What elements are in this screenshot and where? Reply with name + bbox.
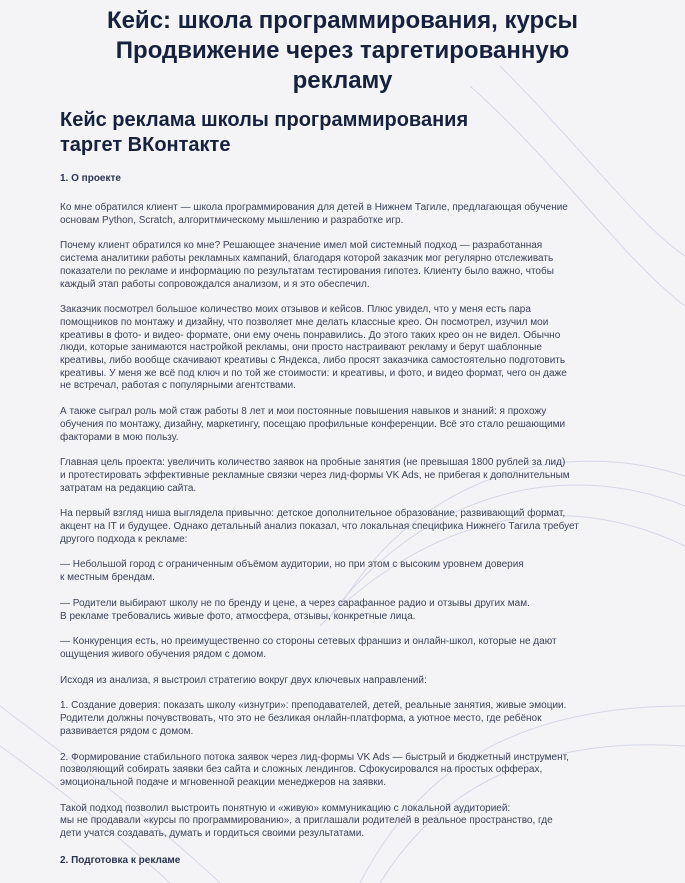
paragraph: — Небольшой город с ограниченным объёмом аудитории, но при этом с высоким уровнем доверия к местным брендам.	[60, 559, 524, 584]
case-title: Кейс реклама школы программирования таргет ВКонтакте	[60, 109, 469, 156]
paragraph: Главная цель проекта: увеличить количество заявок на пробные занятия (не превышая 1800 рублей за лид) и протестировать эффективные рекламные связки через лид-формы VK Ads, не прибегая к дополнительным затратам на редакцию сайта.	[60, 457, 570, 494]
paragraph: А также сыграл роль мой стаж работы 8 лет и мои постоянные повышения навыков и знаний: я прохожу обучения по монтажу, дизайну, маркетингу, посещаю профильные конференции. Всё это стало решающими факторами в мою пользу.	[60, 406, 566, 443]
paragraph: На первый взгляд ниша выглядела привычно: детское дополнительное образование, развивающий формат, акцент на IT и будущее. Однако детальный анализ показал, что локальная специфика Нижнего Тагила требует другого подхода к рекламе:	[60, 508, 579, 545]
paragraph: Ко мне обратился клиент — школа программирования для детей в Нижнем Тагиле, предлагающая обучение основам Python, Scratch, алгоритмическому мышлению и разработке игр.	[60, 202, 568, 226]
paragraph: Заказчик посмотрел большое количество моих отзывов и кейсов. Плюс увидел, что у меня есть пара помощников по монтажу и дизайну, что позволяет мне делать классные крео. Он посмотрел, изучил мои креативы в фото- и видео- формате, они ему очень понравились. До этого таких крео он не видел. Обычно люди, которые занимаются настройкой рекламы, они просто настраивают рекламу и берут шаблонные креативы, либо вообще скачивают креативы с Яндекса, либо просят заказчика самостоятельно подготовить креативы. У меня же всё под ключ и по той же стоимости: и креативы, и фото, и видео формат, чего он даже не встречал, работая с популярными агентствами.	[60, 304, 567, 392]
paragraph: Такой подход позволил выстроить понятную и «живую» коммуникацию с локальной аудиторией: мы не продавали «курсы по программированию», а приглашали родителей в реальное пространство, где дети учатся создавать, думать и гордиться своими результатами.	[60, 802, 553, 840]
paragraph: Исходя из анализа, я выстроил стратегию вокруг двух ключевых направлений:	[60, 674, 427, 686]
page-title: Кейс: школа программирования, курсы Продвижение через таргетированную рекламу	[106, 7, 579, 94]
paragraph: — Родители выбирают школу не по бренду и цене, а через сарафанное радио и отзывы других мам. В рекламе требовались живые фото, атмосфера, отзывы, конкретные лица.	[60, 597, 530, 622]
paragraph: — Конкуренция есть, но преимущественно со стороны сетевых франшиз и онлайн-школ, которые не дают ощущения живого обучения рядом с домом.	[60, 636, 557, 660]
paragraph: 2. Формирование стабильного потока заявок через лид-формы VK Ads — быстрый и бюджетный инструмент, позволяющий собирать заявки без сайта и сложных лендингов. Сфокусировался на простых офферах, эмоциональной подаче и мгновенной реакции менеджеров на заявки.	[60, 751, 569, 788]
section-heading-about: 1. О проекте	[60, 173, 121, 184]
paragraph: 1. Создание доверия: показать школу «изнутри»: преподавателей, детей, реальные занятия, живые эмоции. Родители должны почувствовать, что это не безликая онлайн-платформа, а уютное место, где ребёнок развивается рядом с домом.	[60, 700, 567, 737]
article	[0, 6, 685, 867]
section-heading-preparation: 2. Подготовка к рекламе	[60, 854, 181, 866]
paragraph: Почему клиент обратился ко мне? Решающее значение имел мой системный подход — разработанная система аналитики работы рекламных кампаний, благодаря которой заказчик мог регулярно отслеживать показатели по рекламе и информацию по результатам тестирования гипотез. Клиенту было важно, чтобы каждый этап работы сопровождался анализом, и я это обеспечил.	[60, 240, 554, 290]
